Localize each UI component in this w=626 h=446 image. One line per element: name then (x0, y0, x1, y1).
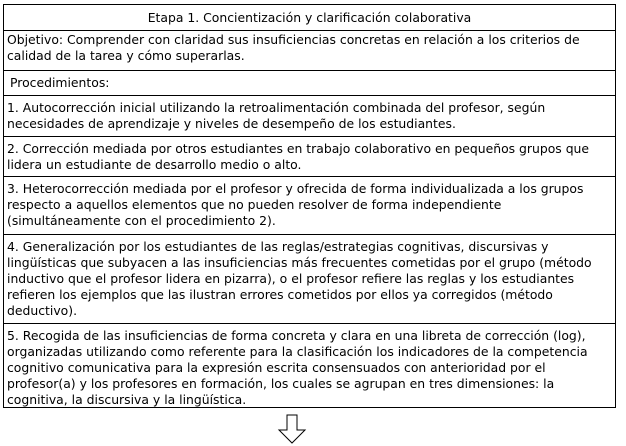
procedure-4 (4, 235, 615, 324)
procedure-2 (4, 137, 615, 177)
procedure-3-text: 3. Heterocorrección mediada por el profesor y ofrecida de forma individualizada a los grupos respecto a aquellos elementos que no pueden resolver de forma independiente (simultáneamente con el procedimiento 2). (7, 181, 584, 228)
objective-section (4, 31, 615, 71)
procedure-2-text: 2. Corrección mediada por otros estudiantes en trabajo colaborativo en pequeños grupos que lidera un estudiante de desarrollo medio o alto. (7, 141, 590, 172)
procedures-label: Procedimientos: (10, 75, 110, 90)
stage-1-box (3, 4, 616, 408)
procedure-5 (4, 324, 615, 409)
procedure-1 (4, 96, 615, 137)
procedures-label-section (4, 71, 615, 96)
procedure-4-text: 4. Generalización por los estudiantes de las reglas/estrategias cognitivas, discursivas y lingüísticas que subyacen a las insuficiencias más frecuentes cometidas por el grupo (método inductivo que el profesor lidera en pizarra), o el profesor refiere las reglas y los estudiantes refieren los ejemplos que las ilustran errores cometidos por ellos ya corregidos (método deductivo). (7, 239, 592, 318)
procedure-1-text: 1. Autocorrección inicial utilizando la retroalimentación combinada del profesor, según necesidades de aprendizaje y niveles de desempeño de los estudiantes. (7, 100, 546, 131)
stage-title (4, 5, 615, 31)
stage-title-text: Etapa 1. Concientización y clarificación colaborativa (147, 10, 472, 25)
procedure-3 (4, 177, 615, 235)
objective-text: Objetivo: Comprender con claridad sus insuficiencias concretas en relación a los criterios de calidad de la tarea y cómo superarlas. (7, 32, 580, 63)
procedure-5-text: 5. Recogida de las insuficiencias de forma concreta y clara en una libreta de corrección (log), organizadas utilizando como referente para la clasificación los indicadores de la competencia cognitivo comunicativa para la expresión escrita consensuados con anterioridad por el profesor(a) y los profesores en formación, los cuales se agrupan en tres dimensiones: la cognitiva, la discursiva y la lingüística. (7, 328, 588, 407)
down-arrow-icon (277, 414, 307, 444)
